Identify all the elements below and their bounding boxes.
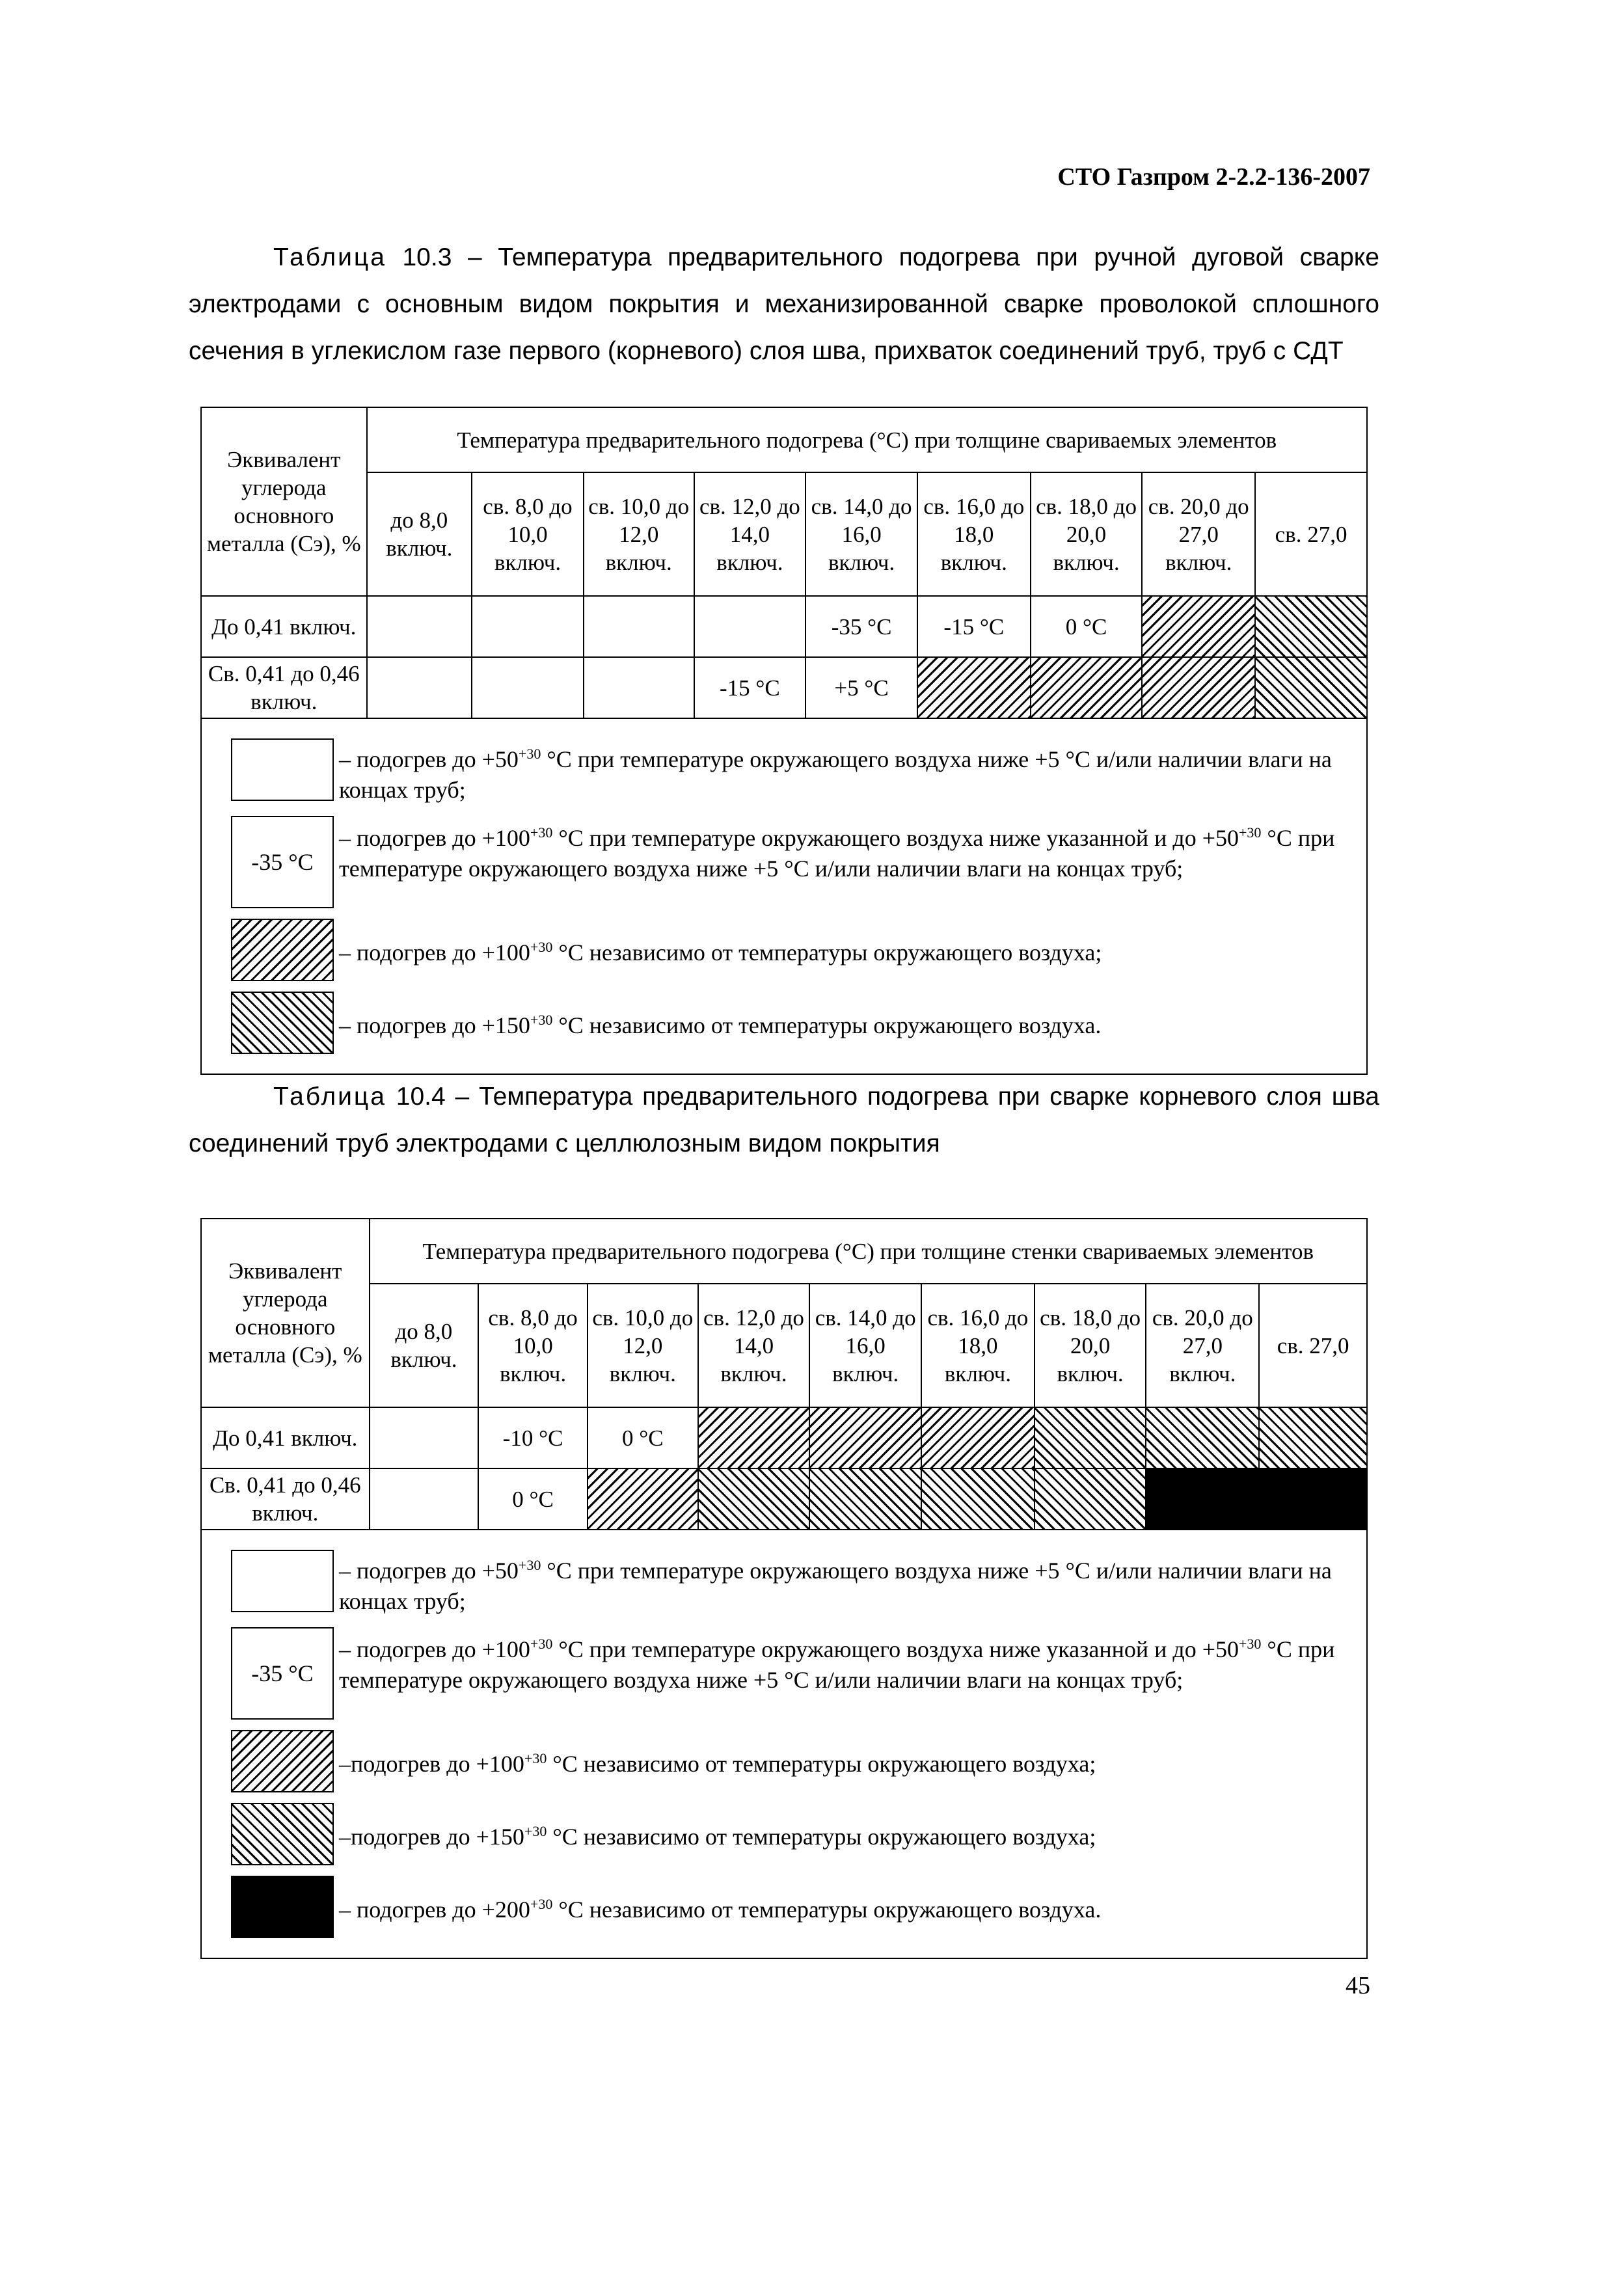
legend-text: – подогрев до $+50^{+30}$ °С при температуре окружающего воздуха ниже +5 °С и/или наличии влаги на концах труб; (339, 746, 1332, 803)
column-header: св. 8,0 до 10,0 включ. (478, 1284, 588, 1407)
table-cell (370, 1407, 479, 1468)
column-header: св. 10,0 до 12,0 включ. (584, 472, 694, 596)
row-label: Св. 0,41 до 0,46 включ. (201, 1468, 370, 1530)
column-header: св. 10,0 до 12,0 включ. (588, 1284, 698, 1407)
hatched-cell-100 (917, 657, 1031, 718)
legend-swatch-hatch-left (231, 1803, 334, 1865)
hatched-cell-100 (809, 1407, 921, 1468)
column-header: св. 8,0 до 10,0 включ. (472, 472, 584, 596)
legend-swatch-temperature: -35 °С (231, 1627, 334, 1720)
hatched-cell-150 (1259, 1407, 1367, 1468)
legend-text: – подогрев до $+50^{+30}$ °С при температуре окружающего воздуха ниже +5 °С и/или наличии влаги на концах труб; (339, 1557, 1332, 1614)
legend-item (231, 738, 1366, 805)
hatched-cell-150 (921, 1468, 1035, 1530)
hatched-cell-100 (921, 1407, 1035, 1468)
hatched-cell-100 (698, 1407, 810, 1468)
column-header: св. 12,0 до 14,0 включ. (694, 472, 806, 596)
column-header: св. 18,0 до 20,0 включ. (1031, 472, 1143, 596)
legend (200, 1530, 1368, 1959)
table-cell (370, 1468, 479, 1530)
hatched-cell-150 (698, 1468, 810, 1530)
legend-item (231, 1627, 1366, 1720)
legend-swatch-solid (231, 1876, 334, 1938)
column-header: св. 20,0 до 27,0 включ. (1142, 472, 1255, 596)
table-cell: -15 °С (694, 657, 806, 718)
hatched-cell-150 (1035, 1407, 1146, 1468)
row-header-cell: Эквивалент углерода основного металла (Cэ), % (201, 1219, 370, 1407)
column-header: св. 16,0 до 18,0 включ. (921, 1284, 1035, 1407)
legend-text: –подогрев до $+150^{+30}$ °С независимо от температуры окружающего воздуха; (339, 1823, 1096, 1850)
legend-swatch-hatch-right (231, 919, 334, 981)
caption-label: Таблица (273, 1083, 386, 1111)
solid-cell-200 (1146, 1468, 1259, 1530)
table-cell: -15 °С (917, 596, 1031, 657)
column-header: св. 27,0 (1259, 1284, 1367, 1407)
legend-swatch-temperature: -35 °С (231, 816, 334, 908)
caption-text: 10.4 – Температура предварительного подогрева при сварке корневого слоя шва соединений труб электродами с целлюлозным видом покрытия (189, 1083, 1379, 1157)
row-label: До 0,41 включ. (201, 1407, 370, 1468)
row-header-cell: Эквивалент углерода основного металла (Cэ), % (201, 407, 367, 596)
hatched-cell-150 (1146, 1407, 1259, 1468)
legend-item (231, 1550, 1366, 1617)
hatched-cell-100 (588, 1468, 698, 1530)
table-cell: 0 °С (1031, 596, 1143, 657)
table-cell: -35 °С (805, 596, 917, 657)
legend-text: – подогрев до $+200^{+30}$ °С независимо от температуры окружающего воздуха. (339, 1896, 1102, 1923)
legend-item (231, 1730, 1366, 1792)
column-header: до 8,0 включ. (367, 472, 472, 596)
group-header-cell: Температура предварительного подогрева (°С) при толщине свариваемых элементов (367, 407, 1367, 472)
column-header: св. 12,0 до 14,0 включ. (698, 1284, 810, 1407)
hatched-cell-100 (1142, 657, 1255, 718)
table-cell: 0 °С (588, 1407, 698, 1468)
hatched-cell-150 (1255, 596, 1367, 657)
hatched-cell-150 (809, 1468, 921, 1530)
solid-cell-200 (1259, 1468, 1367, 1530)
legend-swatch-hatch-left (231, 992, 334, 1054)
page-number: 45 (1346, 1972, 1370, 1999)
caption-label: Таблица (273, 243, 386, 271)
table-cell (367, 596, 472, 657)
table-cell: +5 °С (805, 657, 917, 718)
legend-item (231, 816, 1366, 908)
table-cell (584, 596, 694, 657)
legend-item (231, 919, 1366, 981)
table-cell (472, 657, 584, 718)
hatched-cell-100 (1031, 657, 1143, 718)
group-header-cell: Температура предварительного подогрева (°С) при толщине стенки свариваемых элементов (370, 1219, 1367, 1284)
table-cell (694, 596, 806, 657)
hatched-cell-150 (1035, 1468, 1146, 1530)
document-code: СТО Газпром 2-2.2-136-2007 (1057, 163, 1370, 191)
column-header: св. 18,0 до 20,0 включ. (1035, 1284, 1146, 1407)
table-cell (367, 657, 472, 718)
table-cell: 0 °С (478, 1468, 588, 1530)
legend-text: – подогрев до $+100^{+30}$ °С при температуре окружающего воздуха ниже указанной и до $+50^{+30}$ °С при температуре окружающего воздуха ниже +5 °С и/или наличии влаги на концах труб; (339, 824, 1335, 882)
legend-text: – подогрев до $+150^{+30}$ °С независимо от температуры окружающего воздуха. (339, 1012, 1102, 1038)
column-header: св. 20,0 до 27,0 включ. (1146, 1284, 1259, 1407)
legend-text: – подогрев до $+100^{+30}$ °С при температуре окружающего воздуха ниже указанной и до $+50^{+30}$ °С при температуре окружающего воздуха ниже +5 °С и/или наличии влаги на концах труб; (339, 1636, 1335, 1693)
column-header: до 8,0 включ. (370, 1284, 479, 1407)
legend-item (231, 1876, 1366, 1938)
column-header: св. 27,0 (1255, 472, 1367, 596)
table-cell (472, 596, 584, 657)
hatched-cell-150 (1255, 657, 1367, 718)
table-10-4 (200, 1218, 1368, 1959)
table-10-3 (200, 407, 1368, 1075)
legend (200, 719, 1368, 1075)
table-10-4-caption (189, 1074, 1379, 1167)
column-header: св. 14,0 до 16,0 включ. (809, 1284, 921, 1407)
caption-text: 10.3 – Температура предварительного подогрева при ручной дуговой сварке электродами с основным видом покрытия и механизированной сварке проволокой сплошного сечения в углекислом газе первого (корневого) слоя шва, прихваток соединений труб, труб с СДТ (189, 243, 1379, 365)
hatched-cell-100 (1142, 596, 1255, 657)
legend-text: –подогрев до $+100^{+30}$ °С независимо от температуры окружающего воздуха; (339, 1750, 1096, 1777)
legend-item (231, 1803, 1366, 1865)
legend-text: – подогрев до $+100^{+30}$ °С независимо от температуры окружающего воздуха; (339, 939, 1102, 966)
column-header: св. 16,0 до 18,0 включ. (917, 472, 1031, 596)
legend-swatch-blank (231, 1550, 334, 1612)
column-header: св. 14,0 до 16,0 включ. (805, 472, 917, 596)
legend-swatch-hatch-right (231, 1730, 334, 1792)
table-cell (584, 657, 694, 718)
table-cell: -10 °С (478, 1407, 588, 1468)
legend-swatch-blank (231, 738, 334, 801)
row-label: До 0,41 включ. (201, 596, 367, 657)
table-10-3-caption (189, 234, 1379, 375)
row-label: Св. 0,41 до 0,46 включ. (201, 657, 367, 718)
legend-item (231, 992, 1366, 1054)
